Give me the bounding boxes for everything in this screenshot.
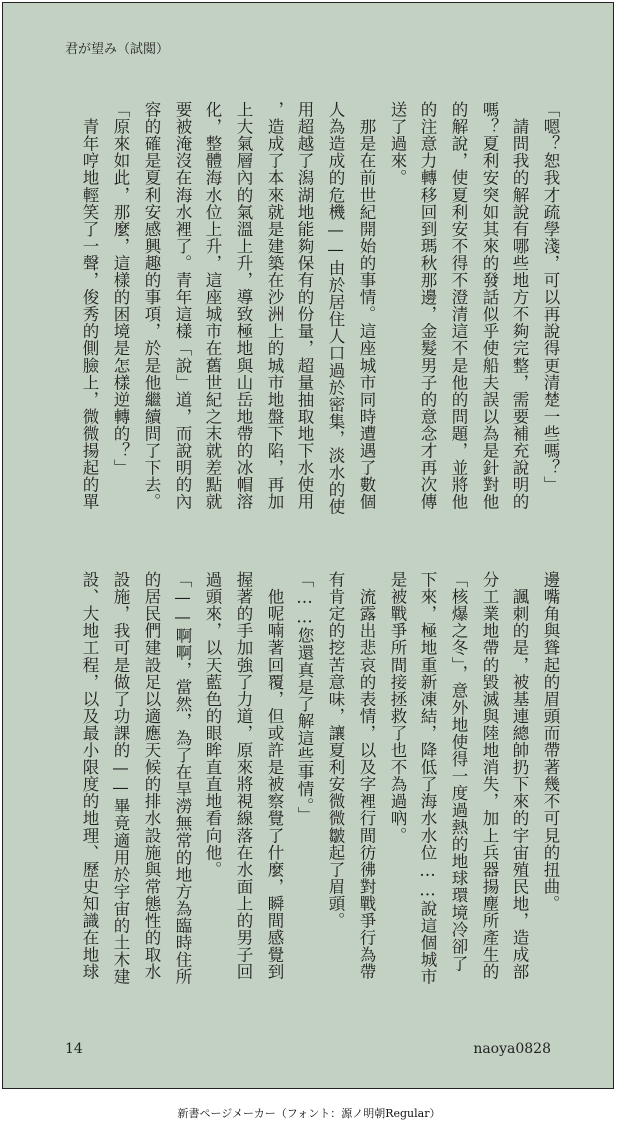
text-column: 「……您還真是了解這些事情。」 xyxy=(295,571,314,824)
text-column: 「核爆之冬」，意外地使得一度過熱的地球環境冷卻了 xyxy=(449,571,468,972)
text-column: 過頭來，以天藍色的眼眸直直地看向他。 xyxy=(203,571,222,878)
text-column: 化，整體海水位上升，這座城市在舊世紀之末就差點就 xyxy=(203,101,222,511)
text-column: 他呢喃著回覆，但或許是被察覺了什麼，瞬間感覺到 xyxy=(265,571,284,981)
text-column: 「原來如此，那麼，這樣的困境是怎樣逆轉的？」 xyxy=(111,101,130,477)
text-column: 嗎？夏利安突如其來的發話似乎使船夫誤以為是針對他 xyxy=(480,101,499,511)
text-column: 設施，我可是做了功課的——畢竟適用於宇宙的土木建 xyxy=(111,571,130,986)
text-column: 容的確是夏利安感興趣的事項，於是他繼續問了下去。 xyxy=(142,101,161,511)
text-column: 請問我的解說有哪些地方不夠完整，需要補充說明的 xyxy=(510,101,529,511)
book-page xyxy=(2,2,614,1089)
text-column: 那是在前世紀開始的事情。這座城市同時遭遇了數個 xyxy=(357,101,376,511)
text-column: 送了過來。 xyxy=(388,101,407,187)
page-number: 14 xyxy=(65,1041,83,1057)
text-column: 青年哼地輕笑了一聲，俊秀的側臉上，微微揚起的單 xyxy=(80,101,99,511)
text-column: 流露出悲哀的表情，以及字裡行間彷彿對戰爭行為帶 xyxy=(357,571,376,981)
text-column: 的注意力轉移回到瑪秋那邊，金髮男子的意念才再次傳 xyxy=(418,101,437,511)
text-column: 邊嘴角與聳起的眉頭而帶著幾不可見的扭曲。 xyxy=(541,571,560,912)
text-column: 是被戰爭所間接拯救了也不為過吶。 xyxy=(388,571,407,844)
text-column: 的居民們建設足以適應天候的排水設施與常態性的取水 xyxy=(142,571,161,981)
text-column: 「嗯？恕我才疏學淺，可以再說得更清楚一些嗎？」 xyxy=(541,101,560,494)
text-column: 用超越了潟湖地能夠保有的份量，超量抽取地下水使用 xyxy=(295,101,314,511)
text-column: 有肯定的挖苦意味，讓夏利安微微皺起了眉頭。 xyxy=(326,571,345,930)
text-column: 設、大地工程，以及最小限度的地理、歷史知識在地球 xyxy=(80,571,99,981)
author-name: naoya0828 xyxy=(473,1041,551,1057)
text-column: 「——啊啊，當然，為了在旱澇無常的地方為臨時住所 xyxy=(173,571,192,986)
text-column: 諷刺的是，被基連總帥扔下來的宇宙殖民地，造成部 xyxy=(510,571,529,981)
text-column: ，造成了本來就是建築在沙洲上的城市地盤下陷，再加 xyxy=(265,101,284,511)
text-column: 分工業地帶的毀滅與陸地消失，加上兵器揚塵所產生的 xyxy=(480,571,499,981)
footer-credit: 新書ページメーカー（フォント：源ノ明朝Regular） xyxy=(177,1107,441,1120)
text-column: 上大氣層內的氣溫上升，導致極地與山岳地帶的冰帽溶 xyxy=(234,101,253,511)
text-column: 下來，極地重新凍結，降低了海水水位……說這個城市 xyxy=(418,571,437,986)
text-column: 要被淹沒在海水裡了。青年這樣「說」道，而說明的內 xyxy=(173,101,192,511)
text-column: 人為造成的危機——由於居住人口過於密集，淡水的使 xyxy=(326,101,345,516)
text-column: 的解說，使夏利安不得不澄清這不是他的問題，並將他 xyxy=(449,101,468,511)
book-title: 君が望み（試閲） xyxy=(65,42,170,57)
text-column: 握著的手加強了力道，原來將視線落在水面上的男子回 xyxy=(234,571,253,981)
